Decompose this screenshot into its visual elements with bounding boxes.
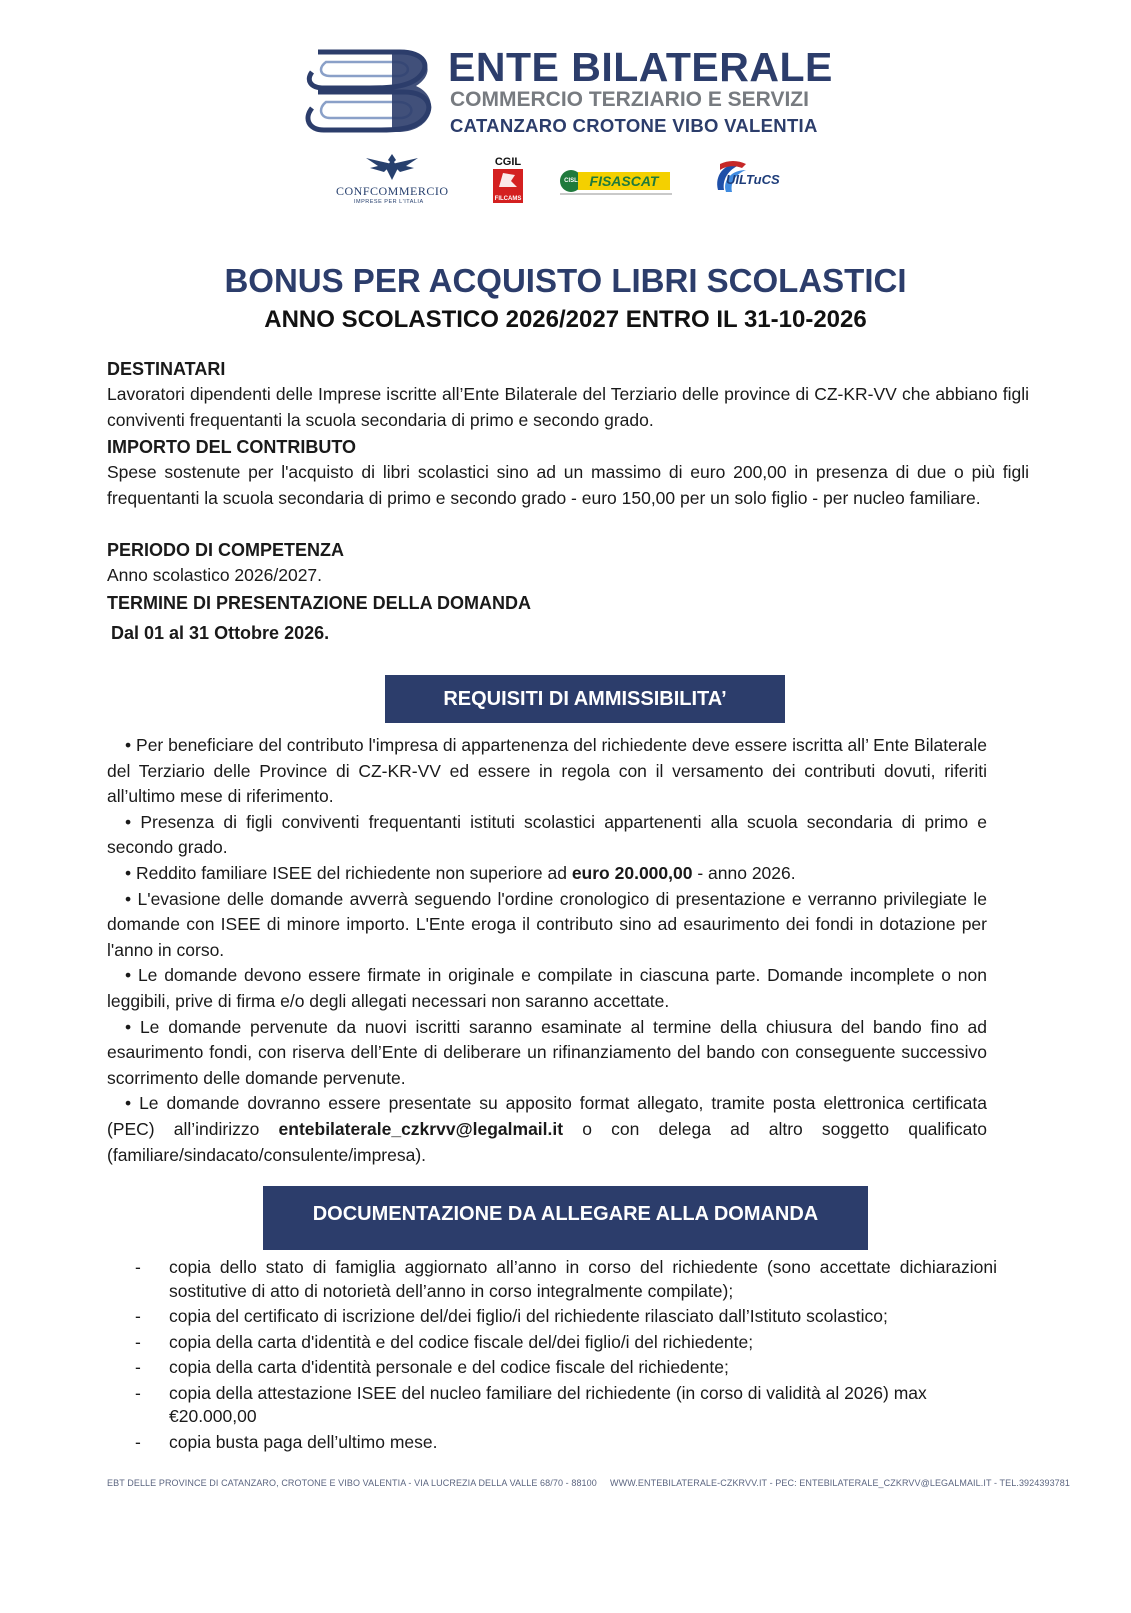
list-item: • Per beneficiare del contributo l'impresa di appartenenza del richiedente deve essere iscritta all’ Ente Bilaterale del Terziario delle Province di CZ-KR-VV ed essere in regola con il versamento dei contributi dovuti, riferiti all’ultimo mese di riferimento.: [107, 735, 987, 807]
org-location: CATANZARO CROTONE VIBO VALENTIA: [450, 115, 818, 136]
list-item: - copia busta paga dell’ultimo mese.: [107, 1431, 997, 1455]
cisl-fisascat-logo: [560, 168, 672, 198]
periodo-heading: PERIODO DI COMPETENZA: [107, 540, 345, 560]
footer-address: EBT DELLE PROVINCE DI CATANZARO, CROTONE E VIBO VALENTIA - VIA LUCREZIA DELLA VALLE 68/70 - 88100: [107, 1478, 597, 1488]
termine-dates: Dal 01 al 31 Ottobre 2026.: [111, 623, 330, 643]
periodo-text: Anno scolastico 2026/2027.: [107, 565, 323, 585]
section-destinatari: [107, 356, 1029, 433]
cisl-badge: CISL: [560, 170, 582, 192]
requisiti-list: [107, 733, 987, 1168]
list-item: • Reddito familiare ISEE del richiedente non superiore ad euro 20.000,00 - anno 2026.: [125, 862, 796, 883]
ente-bilaterale-logo-mark: [300, 44, 440, 141]
destinatari-text: Lavoratori dipendenti delle Imprese iscritte all’Ente Bilaterale del Terziario delle province di CZ-KR-VV che abbiano figli conviventi frequentanti la scuola secondaria di primo e secondo grado.: [107, 384, 1029, 430]
list-item: • Le domande devono essere firmate in originale e compilate in ciascuna parte. Domande incomplete o non leggibili, prive di firma e/o degli allegati necessari non saranno accettate.: [107, 965, 987, 1011]
filcams-label: FILCAMS: [494, 196, 522, 202]
documentazione-banner: DOCUMENTAZIONE DA ALLEGARE ALLA DOMANDA: [263, 1186, 868, 1250]
isee-threshold: euro 20.000,00: [571, 862, 693, 883]
org-subtitle: COMMERCIO TERZIARIO E SERVIZI: [450, 88, 809, 111]
pec-email-link[interactable]: entebilaterale_czkrvv@legalmail.it: [278, 1118, 564, 1139]
dash: -: [135, 1257, 141, 1277]
confcommercio-logo: [336, 152, 448, 210]
requisiti-banner: REQUISITI DI AMMISSIBILITA’: [385, 675, 785, 723]
list-item: - copia della carta d'identità personale e del codice fiscale del richiedente;: [107, 1356, 997, 1380]
confcommercio-sublabel: IMPRESE PER L'ITALIA: [354, 199, 424, 205]
bullet: •: [125, 862, 132, 883]
list-item: • Presenza di figli conviventi frequentanti istituti scolastici appartenenti alla scuola secondaria di primo e secondo grado.: [107, 811, 987, 858]
page-subtitle: ANNO SCOLASTICO 2026/2027 ENTRO IL 31-10-2026: [264, 306, 867, 333]
section-termine: [107, 590, 1029, 646]
footer-contacts: WWW.ENTEBILATERALE-CZKRVV.IT - PEC: ENTEBILATERALE_CZKRVV@LEGALMAIL.IT - TEL.3924393781: [610, 1478, 1070, 1488]
eagle-icon: [336, 152, 448, 182]
uiltucs-label: UILTuCS: [726, 172, 780, 187]
org-name: ENTE BILATERALE: [448, 44, 833, 90]
destinatari-heading: DESTINATARI: [107, 359, 226, 379]
importo-text: Spese sostenute per l'acquisto di libri scolastici sino ad un massimo di euro 200,00 in presenza di due o più figli frequentanti la scuola secondaria di primo e secondo grado - euro 150,00 per un solo figlio - per nucleo familiare.: [107, 462, 1029, 508]
documentazione-list: [107, 1256, 997, 1456]
bullet: •: [125, 1093, 132, 1114]
dash: -: [135, 1331, 141, 1352]
page-title: BONUS PER ACQUISTO LIBRI SCOLASTICI: [224, 262, 907, 299]
uiltucs-logo: [712, 160, 784, 198]
cgil-filcams-logo: [490, 156, 526, 204]
list-item: • L'evasione delle domande avverrà seguendo l'ordine cronologico di presentazione e verranno privilegiate le domande con ISEE di minore importo. L'Ente eroga il contributo sino ad esaurimento dei fondi in dotazione per l'anno in corso.: [107, 888, 987, 960]
list-item: - copia del certificato di iscrizione del/dei figlio/i del richiedente rilasciato dall’Istituto scolastico;: [107, 1305, 997, 1329]
confcommercio-label: CONFCOMMERCIO: [336, 184, 449, 198]
section-importo: [107, 434, 1029, 511]
list-item: - copia della carta d'identità e del codice fiscale del/dei figlio/i del richiedente;: [107, 1331, 997, 1355]
dash: -: [135, 1357, 141, 1377]
dash: -: [135, 1382, 141, 1403]
dash: -: [135, 1431, 141, 1452]
flag-icon: [493, 169, 523, 191]
list-item: - copia della attestazione ISEE del nucleo familiare del richiedente (in corso di validità al 2026) max €20.000,00: [107, 1382, 997, 1429]
section-periodo: [107, 537, 1029, 589]
bullet: •: [125, 888, 132, 909]
dash: -: [135, 1306, 141, 1326]
importo-heading: IMPORTO DEL CONTRIBUTO: [107, 437, 357, 457]
bullet: •: [125, 1016, 132, 1037]
cgil-label: CGIL: [494, 156, 522, 168]
fisascat-label: FISASCAT: [578, 172, 670, 190]
bullet: •: [125, 735, 132, 755]
bullet: •: [125, 811, 132, 832]
list-item: • Le domande dovranno essere presentate su apposito format allegato, tramite posta elettronica certificata (PEC) all’indirizzo entebilaterale_czkrvv@legalmail.it o con delega ad altro soggetto qualificato (familiare/sindacato/consulente/impresa).: [107, 1093, 988, 1165]
termine-heading: TERMINE DI PRESENTAZIONE DELLA DOMANDA: [107, 593, 532, 613]
list-item: • Le domande pervenute da nuovi iscritti saranno esaminate al termine della chiusura del bando fino ad esaurimento fondi, con riserva dell’Ente di deliberare un rifinanziamento del bando con conseguente successivo scorrimento delle domande pervenute.: [107, 1016, 987, 1088]
bullet: •: [125, 965, 132, 986]
list-item: - copia dello stato di famiglia aggiornato all’anno in corso del richiedente (sono accettate dichiarazioni sostitutive di atto di notorietà dell’anno in corso integralmente compilate);: [107, 1256, 997, 1303]
